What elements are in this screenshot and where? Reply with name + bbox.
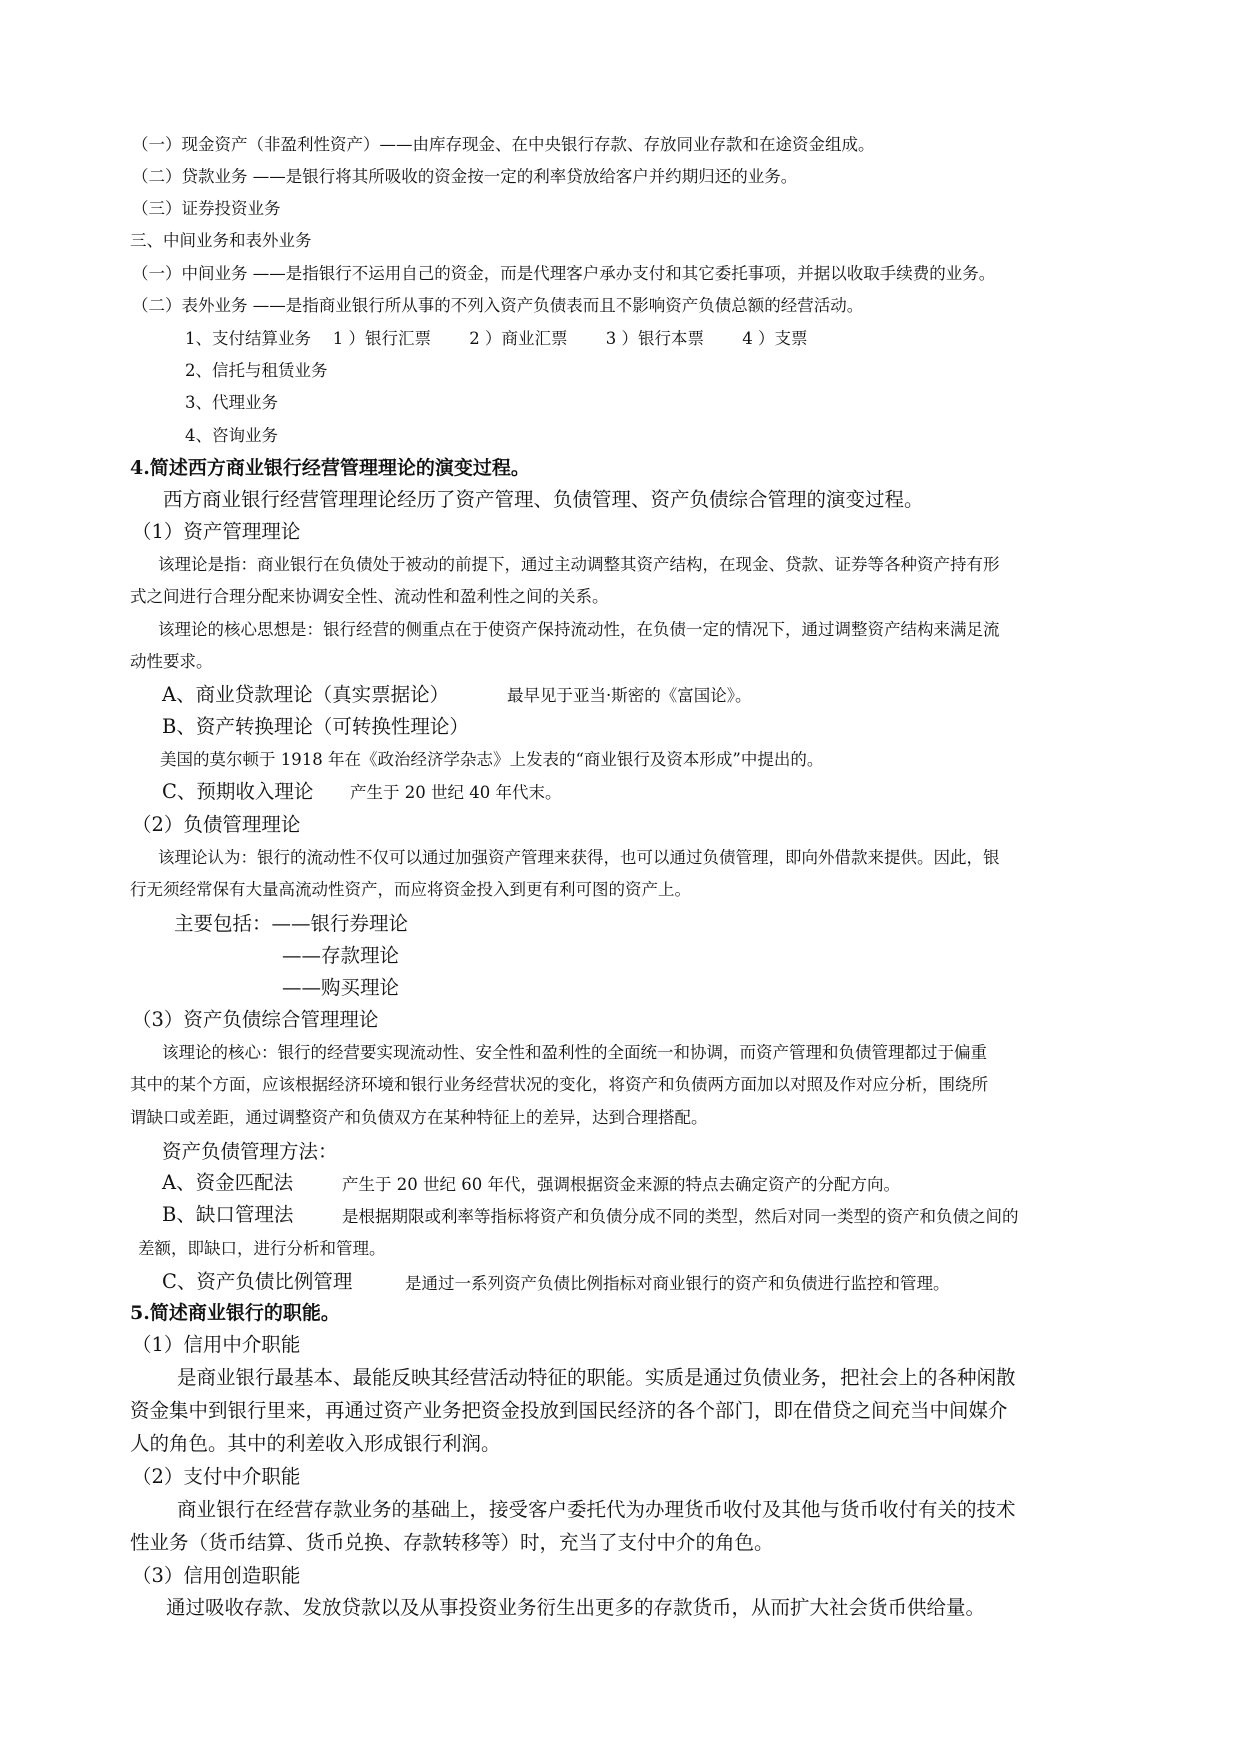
subsection-heading: （2）支付中介职能: [132, 1465, 301, 1488]
list-item: 2、信托与租赁业务: [185, 361, 328, 380]
method-item: A、资金匹配法: [162, 1171, 294, 1194]
list-item: ——购买理论: [282, 976, 400, 999]
text-line: （一）现金资产（非盈利性资产）——由库存现金、在中央银行存款、存放同业存款和在途资金组成。: [132, 135, 875, 154]
subsection-heading: （3）信用创造职能: [132, 1564, 301, 1587]
text-line: （三）证券投资业务: [132, 199, 281, 218]
theory-note: 最早见于亚当·斯密的《富国论》。: [507, 686, 752, 705]
subsection-heading: （3）资产负债综合管理理论: [132, 1008, 379, 1031]
text-line: 动性要求。: [130, 652, 213, 671]
text-line: （一）中间业务 ——是指银行不运用自己的资金，而是代理客户承办支付和其它委托事项，并据以收取手续费的业务。: [132, 264, 996, 283]
text-line: 差额，即缺口，进行分析和管理。: [138, 1239, 386, 1258]
list-item: 1、支付结算业务 1 ）银行汇票 2 ）商业汇票 3 ）银行本票 4 ）支票: [185, 329, 808, 348]
method-note: 产生于 20 世纪 60 年代，强调根据资金来源的特点去确定资产的分配方向。: [342, 1175, 900, 1194]
text-line: 性业务（货币结算、货币兑换、存款转移等）时，充当了支付中介的角色。: [130, 1531, 774, 1554]
text-line: 该理论是指：商业银行在负债处于被动的前提下，通过主动调整其资产结构，在现金、贷款、证券等各种资产持有形: [158, 555, 1000, 574]
list-item: 主要包括：——银行券理论: [174, 912, 409, 935]
method-note: 是通过一系列资产负债比例指标对商业银行的资产和负债进行监控和管理。: [405, 1274, 950, 1293]
text-line: 该理论认为：银行的流动性不仅可以通过加强资产管理来获得，也可以通过负债管理，即向外借款来提供。因此，银: [158, 848, 1000, 867]
text-line: 资金集中到银行里来，再通过资产业务把资金投放到国民经济的各个部门，即在借贷之间充当中间媒介: [130, 1399, 1008, 1422]
theory-item: B、资产转换理论（可转换性理论）: [162, 715, 469, 738]
method-item: C、资产负债比例管理: [162, 1270, 353, 1293]
text-line: （二）表外业务 ——是指商业银行所从事的不列入资产负债表而且不影响资产负债总额的经营活动。: [132, 296, 864, 315]
text-line: 人的角色。其中的利差收入形成银行利润。: [130, 1432, 501, 1455]
text-line: 西方商业银行经营管理理论经历了资产管理、负债管理、资产负债综合管理的演变过程。: [163, 488, 924, 511]
text-line: 其中的某个方面，应该根据经济环境和银行业务经营状况的变化，将资产和负债两方面加以对照及作对应分析，围绕所: [130, 1075, 988, 1094]
text-line: 该理论的核心：银行的经营要实现流动性、安全性和盈利性的全面统一和协调，而资产管理和负债管理都过于偏重: [162, 1043, 987, 1062]
list-item: 4、咨询业务: [185, 426, 278, 445]
text-line: 通过吸收存款、发放贷款以及从事投资业务衍生出更多的存款货币，从而扩大社会货币供给量。: [166, 1596, 986, 1619]
theory-item: C、预期收入理论: [162, 780, 314, 803]
text-line: （二）贷款业务 ——是银行将其所吸收的资金按一定的利率贷放给客户并约期归还的业务。: [132, 167, 798, 186]
text-line: 式之间进行合理分配来协调安全性、流动性和盈利性之间的关系。: [130, 587, 609, 606]
question-heading: 5.简述商业银行的职能。: [130, 1302, 340, 1324]
theory-note: 产生于 20 世纪 40 年代末。: [350, 783, 562, 802]
theory-item: A、商业贷款理论（真实票据论）: [162, 683, 450, 706]
subsection-heading: （1）资产管理理论: [132, 520, 301, 543]
question-heading: 4.简述西方商业银行经营管理理论的演变过程。: [130, 457, 530, 479]
list-item: 3、代理业务: [185, 393, 278, 412]
subsection-heading: （1）信用中介职能: [132, 1333, 301, 1356]
text-line: 行无须经常保有大量高流动性资产，而应将资金投入到更有利可图的资产上。: [130, 880, 691, 899]
section-heading: 三、中间业务和表外业务: [130, 231, 312, 250]
text-line: 是商业银行最基本、最能反映其经营活动特征的职能。实质是通过负债业务，把社会上的各种闲散: [177, 1366, 1016, 1389]
subsection-heading: （2）负债管理理论: [132, 813, 301, 836]
text-line: 商业银行在经营存款业务的基础上，接受客户委托代为办理货币收付及其他与货币收付有关的技术: [177, 1498, 1016, 1521]
list-item: ——存款理论: [282, 944, 400, 967]
text-line: 该理论的核心思想是：银行经营的侧重点在于使资产保持流动性，在负债一定的情况下，通过调整资产结构来满足流: [158, 620, 1000, 639]
method-note: 是根据期限或利率等指标将资产和负债分成不同的类型，然后对同一类型的资产和负债之间的: [342, 1207, 1019, 1226]
text-line: 资产负债管理方法：: [162, 1140, 338, 1163]
text-line: 谓缺口或差距，通过调整资产和负债双方在某种特征上的差异，达到合理搭配。: [130, 1108, 708, 1127]
text-line: 美国的莫尔顿于 1918 年在《政治经济学杂志》上发表的“商业银行及资本形成”中提出的。: [160, 750, 824, 769]
method-item: B、缺口管理法: [162, 1203, 294, 1226]
